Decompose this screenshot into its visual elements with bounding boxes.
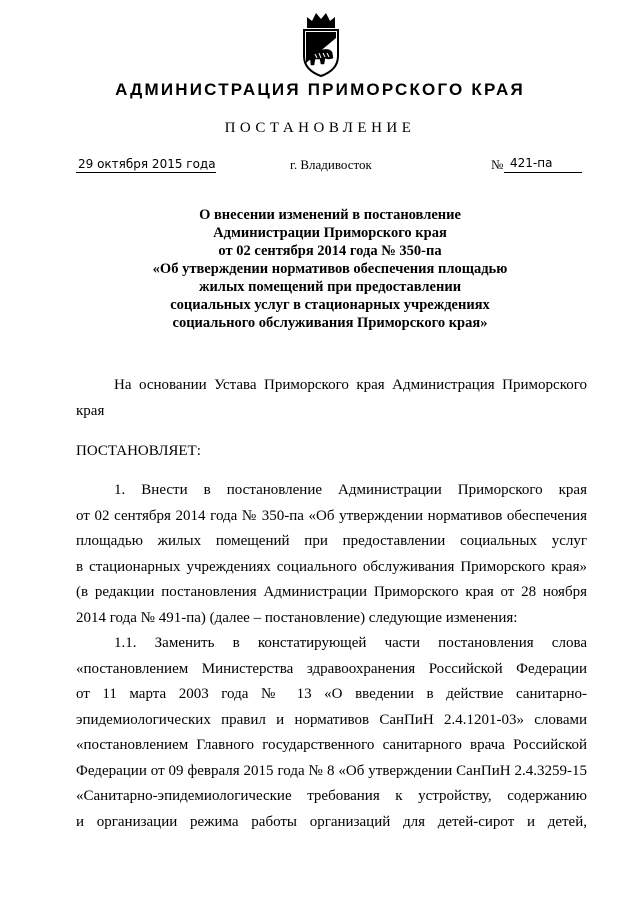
org-title: АДМИНИСТРАЦИЯ ПРИМОРСКОГО КРАЯ: [115, 80, 525, 99]
number-underline: [504, 172, 582, 173]
subject-line: Администрации Приморского края: [213, 225, 447, 241]
text-line: 2014 года № 491-па) (далее – постановление) следующие изменения:: [76, 609, 518, 626]
subject-line: жилых помещений при предоставлении: [198, 279, 462, 295]
document-subject: [100, 206, 560, 332]
text-line: от 02 сентября 2014 года № 350-па «Об утверждении нормативов обеспечения: [76, 507, 587, 524]
text-line: На основании Устава Приморского края Администрация Приморского: [114, 377, 587, 393]
text-line: «постановлением Министерства здравоохранения Российской Федерации: [76, 660, 587, 677]
text-line: эпидемиологических правил и нормативов СанПиН 2.4.1201-03» словами: [76, 711, 587, 728]
text-line: 1.1. Заменить в констатирующей части постановления слова: [114, 635, 587, 651]
subject-line: от 02 сентября 2014 года № 350-па: [218, 243, 442, 259]
text-line: и организации режима работы организаций для детей-сирот и детей,: [76, 813, 587, 830]
text-line: «постановлением Главного государственного санитарного врача Российской: [76, 737, 587, 753]
item-1-paragraph: [76, 478, 587, 631]
coat-of-arms-icon: [298, 8, 344, 78]
text-line: Федерации от 09 февраля 2015 года № 8 «Об утверждении СанПиН 2.4.3259-15: [76, 762, 587, 779]
resolves-heading: ПОСТАНОВЛЯЕТ:: [76, 443, 201, 459]
number-sign: №: [491, 157, 504, 172]
text-line: 1. Внести в постановление Администрации Приморского края: [114, 482, 587, 498]
subject-line: социального обслуживания Приморского края»: [172, 315, 488, 331]
subject-line: социальных услуг в стационарных учреждениях: [170, 297, 490, 313]
date-underline: [76, 172, 216, 173]
subject-line: «Об утверждении нормативов обеспечения площадью: [152, 261, 508, 277]
document-date: 29 октября 2015 года: [78, 157, 216, 171]
basis-paragraph: [76, 373, 587, 424]
text-line: края: [76, 402, 105, 419]
item-1-1-paragraph: [76, 631, 587, 835]
text-line: «Санитарно-эпидемиологические требования к устройству, содержанию: [76, 788, 587, 804]
text-line: в стационарных учреждениях социального обслуживания Приморского края»: [76, 558, 587, 575]
document-city: г. Владивосток: [290, 157, 372, 172]
text-line: (в редакции постановления Администрации Приморского края от 28 ноября: [76, 584, 587, 600]
document-type: ПОСТАНОВЛЕНИЕ: [224, 120, 416, 136]
text-line: от 11 марта 2003 года № 13 «О введении в действие санитарно-: [76, 686, 587, 702]
subject-line: О внесении изменений в постановление: [199, 207, 461, 223]
document-number: 421-па: [510, 156, 553, 170]
text-line: площадью жилых помещений при предоставлении социальных услуг: [76, 533, 587, 549]
